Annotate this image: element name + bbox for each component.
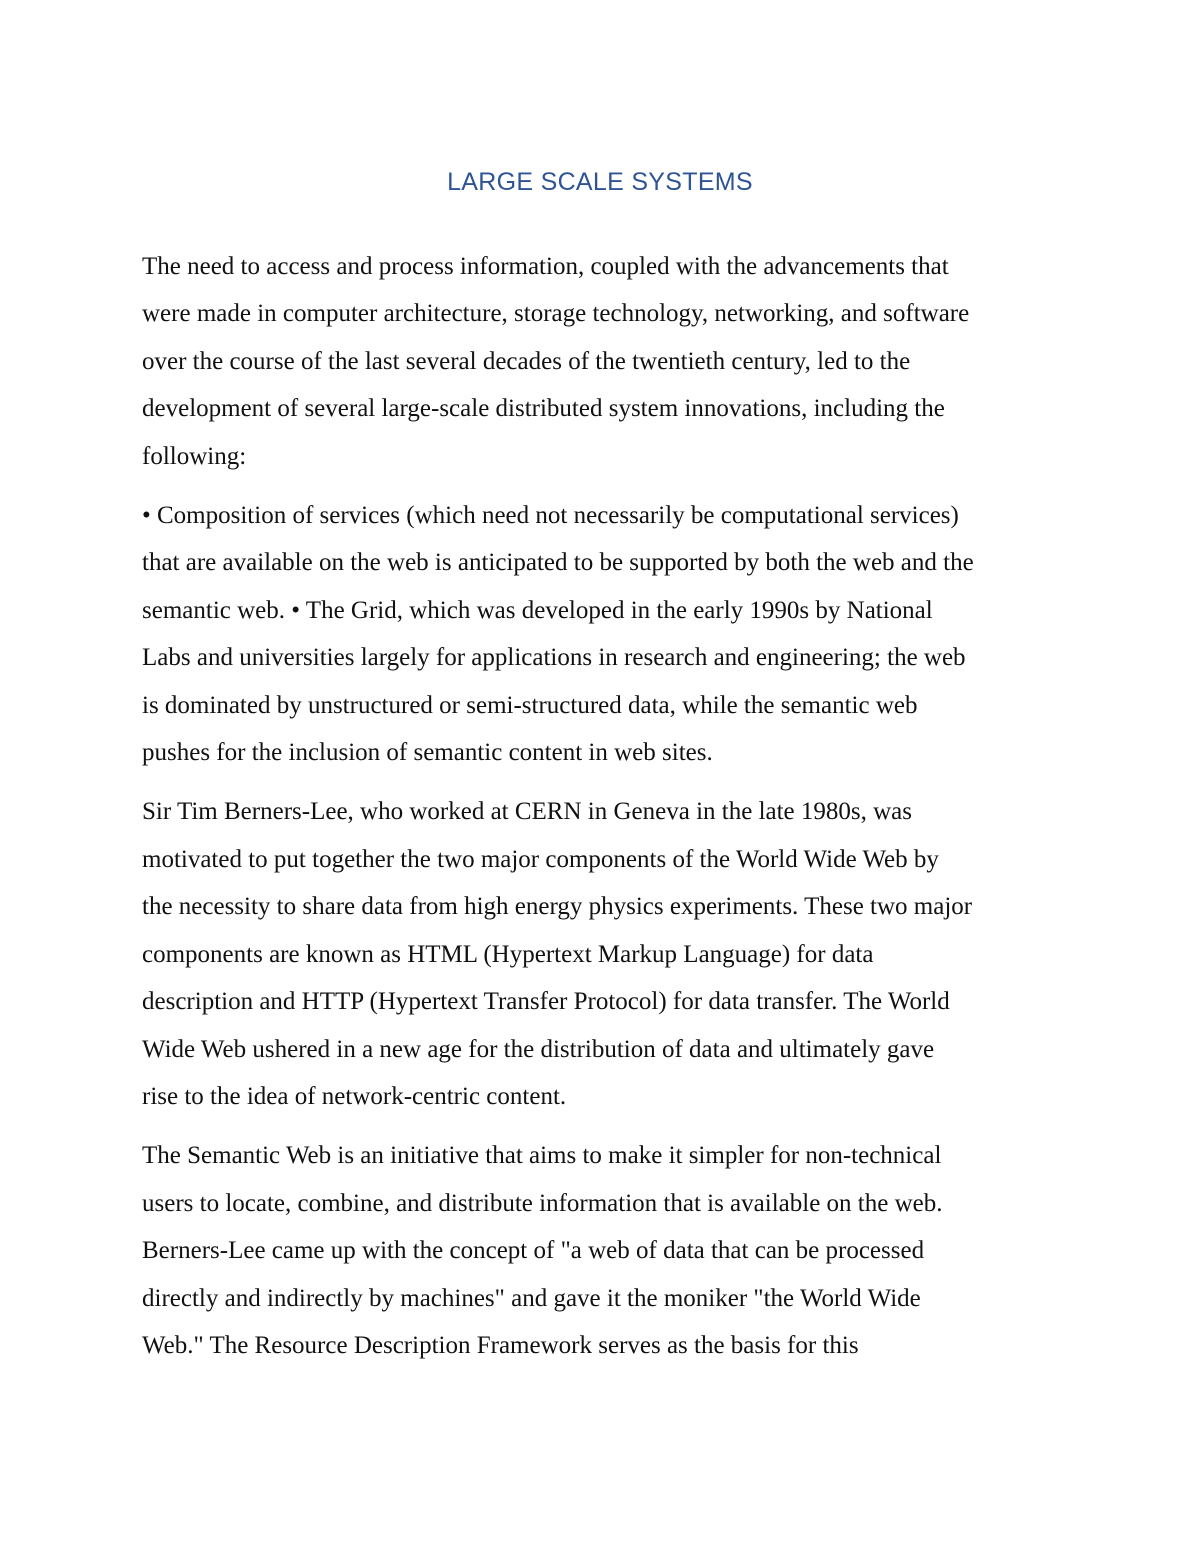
text-line: description and HTTP (Hypertext Transfer Protocol) for data transfer. The World <box>142 988 950 1016</box>
text-line: Labs and universities largely for applications in research and engineering; the web <box>142 644 966 672</box>
text-line: components are known as HTML (Hypertext Markup Language) for data <box>142 940 874 968</box>
text-line: Wide Web ushered in a new age for the distribution of data and ultimately gave <box>142 1035 935 1063</box>
text-line: Sir Tim Berners-Lee, who worked at CERN in Geneva in the late 1980s, was <box>142 798 913 826</box>
document-title: LARGE SCALE SYSTEMS <box>447 168 753 196</box>
text-line: that are available on the web is anticipated to be supported by both the web and the <box>142 549 974 577</box>
text-line: semantic web. • The Grid, which was developed in the early 1990s by National <box>142 596 933 624</box>
text-line: development of several large-scale distributed system innovations, including the <box>142 395 945 423</box>
text-line: motivated to put together the two major components of the World Wide Web by <box>142 845 939 873</box>
text-line: The Semantic Web is an initiative that aims to make it simpler for non-technical <box>142 1142 942 1170</box>
text-line: users to locate, combine, and distribute information that is available on the web. <box>142 1189 943 1217</box>
text-line: • Composition of services (which need not necessarily be computational services) <box>142 502 959 530</box>
text-line: the necessity to share data from high energy physics experiments. These two major <box>142 893 973 921</box>
text-line: Web." The Resource Description Framework serves as the basis for this <box>142 1331 859 1359</box>
text-line: rise to the idea of network-centric content. <box>142 1082 567 1110</box>
text-line: were made in computer architecture, storage technology, networking, and software <box>142 300 970 328</box>
text-line: directly and indirectly by machines" and gave it the moniker "the World Wide <box>142 1284 921 1312</box>
text-line: Berners-Lee came up with the concept of "a web of data that can be processed <box>142 1237 925 1265</box>
text-line: is dominated by unstructured or semi-structured data, while the semantic web <box>142 691 918 719</box>
document-body <box>142 243 1062 1381</box>
text-line: following: <box>142 442 247 470</box>
text-line: pushes for the inclusion of semantic content in web sites. <box>142 739 713 767</box>
paragraph-semantic-web <box>142 1132 1062 1369</box>
paragraph-bullets <box>142 492 1062 776</box>
text-line: over the course of the last several decades of the twentieth century, led to the <box>142 347 911 375</box>
text-line: The need to access and process information, coupled with the advancements that <box>142 253 949 280</box>
paragraph-berners-lee <box>142 788 1062 1120</box>
paragraph-intro <box>142 243 1062 480</box>
